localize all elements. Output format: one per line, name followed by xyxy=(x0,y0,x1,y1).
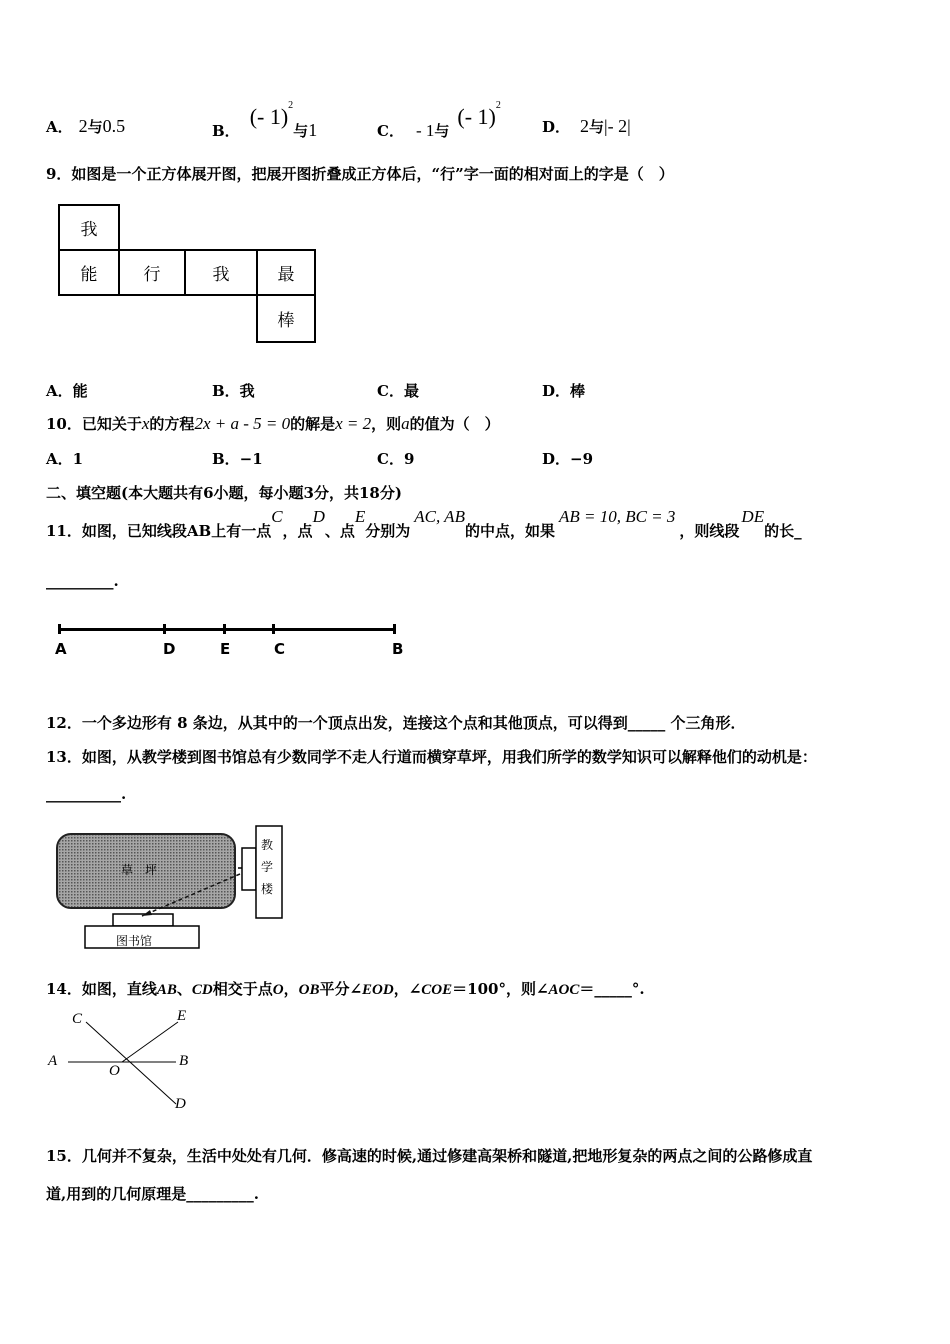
building-step xyxy=(242,848,256,890)
net-cell-3: 行 xyxy=(118,249,186,296)
q8-option-b: B．(- 1)$^2$与1 xyxy=(212,100,318,140)
q8-option-a: A． 2与0.5 xyxy=(46,116,126,136)
net-cell-5: 最 xyxy=(256,249,316,296)
segment-line xyxy=(58,628,396,631)
label-d14: D xyxy=(175,1096,186,1112)
q10-question: 10．已知关于x的方程2x + a - 5 = 0的解是x = 2，则a的值为（ ） xyxy=(46,414,500,433)
q9-option-b: B．我 xyxy=(212,382,255,400)
q10-option-b: B．−1 xyxy=(212,450,263,468)
q10-option-d: D．−9 xyxy=(542,450,594,468)
q9-option-a: A．能 xyxy=(46,382,88,400)
q8-option-d: D． 2与|- 2| xyxy=(542,116,631,136)
q9-option-c: C．最 xyxy=(377,382,419,400)
label-a: A xyxy=(55,640,67,658)
net-cell-2: 能 xyxy=(58,249,120,296)
q9-option-d: D．棒 xyxy=(542,382,586,400)
tick-d xyxy=(163,624,166,634)
tick-b xyxy=(393,624,396,634)
label-b: B xyxy=(392,640,404,658)
label-c: C xyxy=(274,640,286,658)
net-cell-4: 我 xyxy=(184,249,258,296)
line-cd xyxy=(86,1022,176,1104)
q10-option-c: C．9 xyxy=(377,450,415,468)
label-a14: A xyxy=(48,1053,58,1069)
library-label: 图书馆 xyxy=(116,934,153,948)
label-o14: O xyxy=(109,1063,120,1079)
label-b14: B xyxy=(179,1053,189,1069)
q14-question: 14．如图，直线AB、CD相交于点O，OB平分∠EOD，∠COE＝100°，则∠AOC＝_____°. xyxy=(46,980,645,998)
label-e14: E xyxy=(177,1008,187,1024)
q10-option-a: A．1 xyxy=(46,450,84,468)
label-d: D xyxy=(163,640,176,658)
building-label: 教 学 楼 xyxy=(261,838,274,896)
path-arrow-icon xyxy=(142,910,152,916)
label-e: E xyxy=(220,640,231,658)
tick-c xyxy=(272,624,275,634)
net-cell-6: 棒 xyxy=(256,294,316,343)
tick-e xyxy=(223,624,226,634)
q12-question: 12．一个多边形有 8 条边，从其中的一个顶点出发，连接这个点和其他顶点，可以得到_____ 个三角形． xyxy=(46,714,746,732)
q13-blank: __________. xyxy=(46,785,127,803)
lawn-label: 草 坪 xyxy=(121,863,158,877)
ray-oe xyxy=(122,1022,178,1062)
q8-option-c: C． - 1与(- 1)$^2$ xyxy=(377,100,501,140)
q11-question: 11．如图，已知线段AB上有一点C，点D、点E分别为AC, AB的中点，如果AB = 10, BC = 3，则线段DE的长_ xyxy=(46,507,802,540)
q15-line2: 道,用到的几何原理是_________. xyxy=(46,1185,259,1203)
q13-question: 13．如图，从教学楼到图书馆总有少数同学不走人行道而横穿草坪，用我们所学的数学知识可以解释他们的动机是： xyxy=(46,748,817,766)
net-cell-1: 我 xyxy=(58,204,120,251)
tick-a xyxy=(58,624,61,634)
section-heading: 二、填空题(本大题共有6小题，每小题3分，共18分) xyxy=(46,484,402,502)
q15-line1: 15．几何并不复杂，生活中处处有几何．修高速的时候,通过修建高架桥和隧道,把地形复杂的两点之间的公路修成直 xyxy=(46,1147,813,1165)
q11-blank: _________. xyxy=(46,572,119,590)
q9-question: 9．如图是一个正方体展开图，把展开图折叠成正方体后，“行”字一面的相对面上的字是（ ） xyxy=(46,165,674,183)
label-c14: C xyxy=(72,1011,83,1027)
